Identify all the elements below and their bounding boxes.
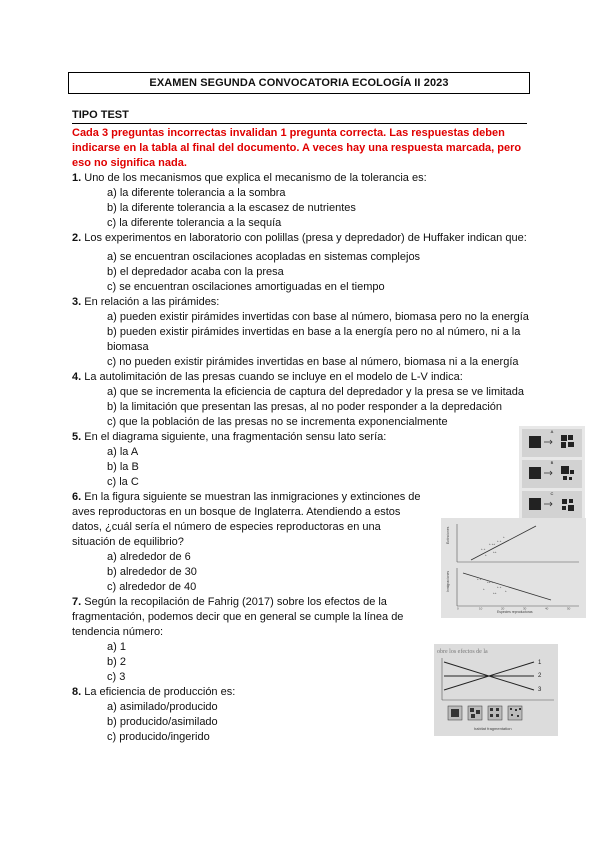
- option[interactable]: c) que la población de las presas no se incrementa exponencialmente: [107, 416, 448, 428]
- option[interactable]: c) no pueden existir pirámides invertidas en base al número, biomasa ni a la energía: [107, 356, 519, 368]
- svg-text:10: 10: [479, 606, 483, 611]
- question-3: 3. En relación a las pirámides:: [72, 296, 220, 308]
- immigration-extinction-figure: [441, 518, 586, 618]
- option[interactable]: a) 1: [107, 641, 126, 653]
- option[interactable]: c) la C: [107, 476, 139, 488]
- question-1: 1. Uno de los mecanismos que explica el mecanismo de la tolerancia es:: [72, 172, 427, 184]
- option[interactable]: a) la diferente tolerancia a la sombra: [107, 187, 286, 199]
- svg-text:+: +: [485, 553, 487, 557]
- svg-text:20: 20: [501, 606, 505, 611]
- question-7: 7. Según la recopilación de Fahrig (2017) sobre los efectos de la fragmentación, podemos decir que en general se cumple la línea de tendencia número:: [72, 596, 404, 638]
- option[interactable]: a) la A: [107, 446, 139, 458]
- svg-text:+ +: + +: [497, 539, 502, 543]
- panel-b: [522, 460, 582, 488]
- option[interactable]: b) 2: [107, 656, 126, 668]
- option[interactable]: c) la diferente tolerancia a la sequía: [107, 217, 282, 229]
- option[interactable]: c) 3: [107, 671, 126, 683]
- fragmentation-diagram: [519, 426, 585, 522]
- exam-title: EXAMEN SEGUNDA CONVOCATORIA ECOLOGÍA II 2023: [68, 72, 530, 94]
- option[interactable]: a) pueden existir pirámides invertidas con base al número, biomasa pero no la energía: [107, 311, 529, 323]
- svg-text:Extinciones: Extinciones: [446, 526, 450, 544]
- option[interactable]: c) se encuentran oscilaciones amortiguadas en el tiempo: [107, 281, 385, 293]
- svg-text:0: 0: [457, 606, 459, 611]
- question-5: 5. En el diagrama siguiente, una fragmentación sensu lato sería:: [72, 431, 387, 443]
- option[interactable]: b) pueden existir pirámides invertidas en base a la energía pero no al número, ni a la biomasa: [107, 326, 521, 353]
- svg-text:Inmigraciones: Inmigraciones: [446, 570, 450, 592]
- option[interactable]: a) alrededor de 6: [107, 551, 191, 563]
- svg-text:+: +: [505, 589, 507, 593]
- section-title: TIPO TEST: [72, 109, 527, 124]
- svg-text:A: A: [550, 429, 554, 434]
- svg-text:++ +: ++ +: [487, 580, 494, 584]
- svg-text:3: 3: [538, 687, 542, 693]
- option[interactable]: b) la limitación que presentan las presas, al no poder responder a la depredación: [107, 401, 503, 413]
- option[interactable]: b) el depredador acaba con la presa: [107, 266, 284, 278]
- svg-text:habitat fragmentation: habitat fragmentation: [474, 726, 512, 731]
- svg-text:obre los efectos de la: obre los efectos de la: [437, 649, 488, 655]
- svg-text:+: +: [503, 535, 505, 539]
- svg-text:40: 40: [545, 606, 549, 611]
- svg-text:30: 30: [523, 606, 527, 611]
- option[interactable]: c) producido/ingerido: [107, 731, 210, 743]
- question-2: 2. Los experimentos en laboratorio con polillas (presa y depredador) de Huffaker indican que:: [72, 232, 527, 244]
- option[interactable]: b) alrededor de 30: [107, 566, 197, 578]
- option[interactable]: b) producido/asimilado: [107, 716, 218, 728]
- svg-text:+ +: + +: [481, 547, 486, 551]
- fahrig-trend-figure: [434, 644, 558, 736]
- svg-text:+ ++: + ++: [489, 542, 496, 546]
- svg-text:2: 2: [538, 673, 542, 679]
- panel-a: [522, 429, 582, 457]
- option[interactable]: b) la B: [107, 461, 139, 473]
- svg-text:C: C: [550, 491, 554, 496]
- option[interactable]: a) se encuentran oscilaciones acopladas en sistemas complejos: [107, 251, 421, 263]
- svg-text:++: ++: [493, 591, 497, 595]
- svg-text:1: 1: [538, 660, 542, 666]
- option[interactable]: c) alrededor de 40: [107, 581, 197, 593]
- svg-text:+: +: [483, 587, 485, 591]
- question-6: 6. En la figura siguiente se muestran las inmigraciones y extinciones de aves reproductoras en un bosque de Inglaterra. Atendiendo a estos datos, ¿cuál sería el número de especies reproductoras en una situación de equilibrio?: [72, 491, 421, 548]
- svg-text:+ +: + +: [497, 585, 502, 589]
- svg-text:+ +: + +: [477, 577, 482, 581]
- svg-text:50: 50: [567, 606, 571, 611]
- panel-c: [522, 491, 582, 519]
- option[interactable]: a) asimilado/producido: [107, 701, 218, 713]
- question-4: 4. La autolimitación de las presas cuando se incluye en el modelo de L-V indica:: [72, 371, 463, 383]
- warning-note: Cada 3 preguntas incorrectas invalidan 1 pregunta correcta. Las respuestas deben indicarse en la tabla al final del documento. A veces hay una respuesta marcada, pero eso no significa nada.: [72, 127, 522, 169]
- svg-text:B: B: [550, 460, 554, 465]
- question-8: 8. La eficiencia de producción es:: [72, 686, 236, 698]
- svg-text:Especies reproductoras: Especies reproductoras: [497, 610, 533, 614]
- option[interactable]: a) que se incrementa la eficiencia de captura del depredador y la presa se ve limitada: [107, 386, 525, 398]
- svg-text:++: ++: [493, 550, 497, 554]
- option[interactable]: b) la diferente tolerancia a la escasez de nutrientes: [107, 202, 356, 214]
